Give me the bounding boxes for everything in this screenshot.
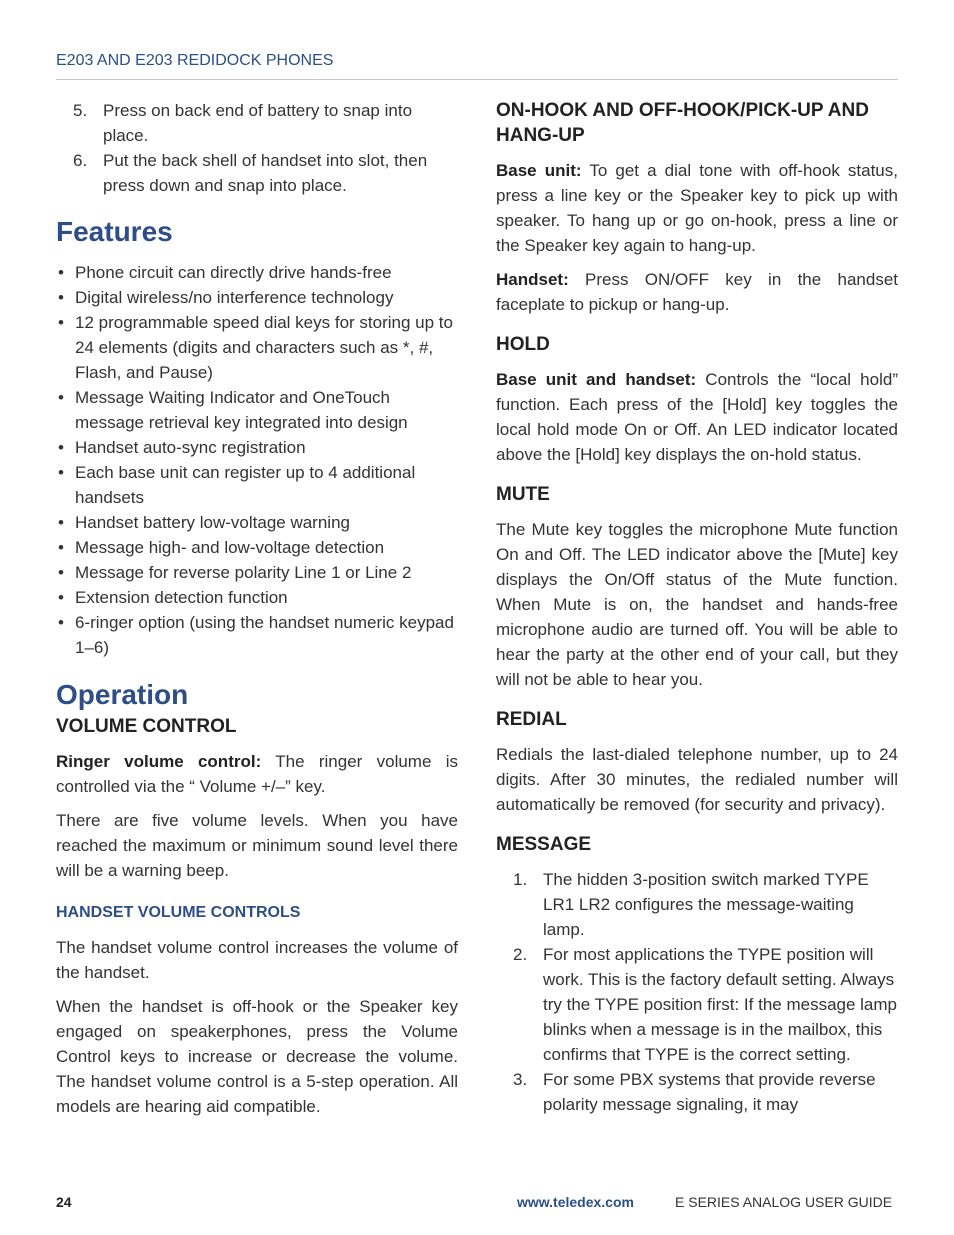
handset-volume-heading: HANDSET VOLUME CONTROLS — [56, 904, 301, 921]
bullet: • — [58, 288, 64, 307]
page-number: 24 — [56, 1194, 72, 1210]
list-item — [56, 460, 458, 510]
hold-heading: HOLD — [496, 334, 550, 355]
list-item — [496, 942, 898, 1067]
list-item — [56, 310, 458, 385]
list-item — [56, 385, 458, 435]
list-text: For some PBX systems that provide reverse polarity message signaling, it may — [543, 1070, 876, 1114]
bullet: • — [58, 388, 64, 407]
list-text: Extension detection function — [75, 588, 288, 607]
volume-levels-paragraph: There are five volume levels. When you have reached the maximum or minimum sound level there will be a warning beep. — [56, 811, 458, 880]
mute-paragraph: The Mute key toggles the microphone Mute function On and Off. The LED indicator above the [Mute] key displays the On/Off status of the Mute function. When Mute is on, the handset and hands-free microphone audio are turned off. You will be able to hear the party at the other end of your call, but they will not be able to hear you. — [496, 520, 898, 689]
list-item — [56, 260, 458, 285]
volume-control-heading: VOLUME CONTROL — [56, 716, 237, 737]
features-heading: Features — [56, 216, 173, 247]
handset-label: Handset: — [496, 270, 569, 289]
mute-heading: MUTE — [496, 484, 550, 505]
list-text: Digital wireless/no interference technology — [75, 288, 394, 307]
ringer-volume-label: Ringer volume control: — [56, 752, 262, 771]
list-number: 2. — [513, 945, 528, 964]
redial-heading: REDIAL — [496, 709, 567, 730]
list-number: 1. — [513, 870, 528, 889]
hook-heading: ON-HOOK AND OFF-HOOK/PICK-UP AND HANG-UP — [496, 100, 869, 146]
handset-volume-paragraph-1: The handset volume control increases the volume of the handset. — [56, 938, 458, 982]
message-heading: MESSAGE — [496, 834, 592, 855]
operation-heading: Operation — [56, 679, 189, 710]
list-item — [56, 98, 458, 148]
list-item — [496, 867, 898, 942]
list-item — [56, 285, 458, 310]
handset-text: Press ON/OFF key in the handset faceplate to pickup or hang-up. — [496, 270, 898, 314]
website-link[interactable]: www.teledex.com — [517, 1194, 634, 1210]
base-unit-paragraph — [496, 158, 898, 258]
list-number: 3. — [513, 1070, 528, 1089]
list-item — [56, 560, 458, 585]
bullet: • — [58, 263, 64, 282]
base-unit-text: To get a dial tone with off-hook status, press a line key or the Speaker key to pick up with speaker. To hang up or go on-hook, press a line or the Speaker key again to hang-up. — [496, 161, 898, 255]
ringer-volume-text: The ringer volume is controlled via the “ Volume +/–” key. — [56, 752, 459, 796]
redial-paragraph: Redials the last-dialed telephone number, up to 24 digits. After 30 minutes, the redialed number will automatically be removed (for security and privacy). — [496, 745, 898, 814]
features-list — [56, 260, 458, 660]
list-text: Message for reverse polarity Line 1 or Line 2 — [75, 563, 412, 582]
message-list — [496, 867, 898, 1117]
ringer-volume-paragraph — [56, 749, 458, 799]
list-text: Each base unit can register up to 4 additional handsets — [75, 463, 416, 507]
handset-paragraph — [496, 267, 898, 317]
guide-title: E SERIES ANALOG USER GUIDE — [675, 1194, 893, 1210]
list-item — [56, 510, 458, 535]
bullet: • — [58, 513, 64, 532]
handset-volume-paragraph-2: When the handset is off-hook or the Speaker key engaged on speakerphones, press the Volume Control keys to increase or decrease the volume. The handset volume control is a 5-step operation. All models are hearing aid compatible. — [56, 997, 458, 1116]
list-number: 6. — [73, 151, 88, 170]
list-text: Phone circuit can directly drive hands-free — [75, 263, 392, 282]
list-text: The hidden 3-position switch marked TYPE LR1 LR2 configures the message-waiting lamp. — [543, 870, 869, 939]
bullet: • — [58, 613, 64, 632]
bullet: • — [58, 313, 64, 332]
list-item — [56, 148, 458, 198]
bullet: • — [58, 588, 64, 607]
list-text: Message Waiting Indicator and OneTouch message retrieval key integrated into design — [75, 388, 408, 432]
list-item — [56, 435, 458, 460]
list-item — [56, 585, 458, 610]
bullet: • — [58, 563, 64, 582]
list-number: 5. — [73, 101, 88, 120]
bullet: • — [58, 538, 64, 557]
list-item — [56, 535, 458, 560]
battery-steps-list — [56, 98, 458, 198]
hold-paragraph — [496, 367, 898, 467]
list-item — [56, 610, 458, 660]
running-header: E203 AND E203 REDIDOCK PHONES — [56, 52, 898, 80]
list-item — [496, 1067, 898, 1117]
hold-text: Controls the “local hold” function. Each press of the [Hold] key toggles the local hold mode On or Off. An LED indicator located above the [Hold] key displays the on-hold status. — [496, 370, 898, 464]
bullet: • — [58, 438, 64, 457]
list-text: Message high- and low-voltage detection — [75, 538, 385, 557]
right-column — [496, 98, 898, 1117]
list-text: 6-ringer option (using the handset numeric keypad 1–6) — [75, 613, 454, 657]
base-unit-label: Base unit: — [496, 161, 582, 180]
list-text: For most applications the TYPE position will work. This is the factory default setting. Always try the TYPE position first: If the message lamp blinks when a message is in the mailbox, this confirms that TYPE is the correct setting. — [543, 945, 898, 1064]
left-column — [56, 98, 458, 1119]
list-text: Put the back shell of handset into slot, then press down and snap into place. — [103, 151, 428, 195]
list-text: Handset auto-sync registration — [75, 438, 306, 457]
list-text: Press on back end of battery to snap into place. — [103, 101, 413, 145]
list-text: 12 programmable speed dial keys for storing up to 24 elements (digits and characters such as *, #, Flash, and Pause) — [75, 313, 453, 382]
bullet: • — [58, 463, 64, 482]
list-text: Handset battery low-voltage warning — [75, 513, 350, 532]
hold-label: Base unit and handset: — [496, 370, 697, 389]
